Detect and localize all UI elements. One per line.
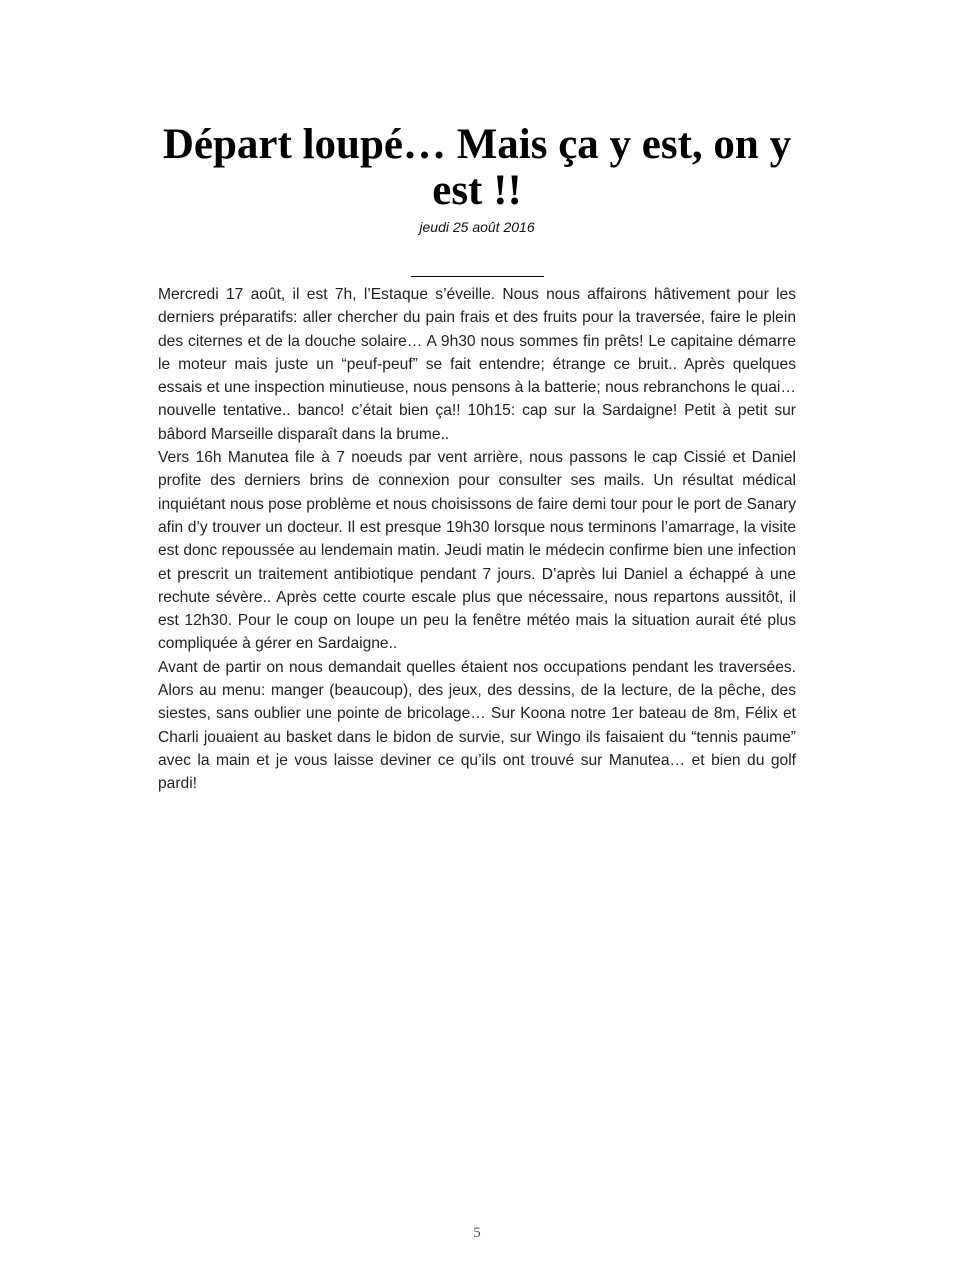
article-body: [158, 283, 796, 796]
title-separator: [411, 276, 544, 277]
page-number: 5: [473, 1225, 481, 1241]
article-title: Départ loupé… Mais ça y est, on y est !!: [162, 121, 792, 214]
paragraph-1: Mercredi 17 août, il est 7h, l’Estaque s’éveille. Nous nous affairons hâtivement pour les derniers préparatifs: aller chercher du pain frais et des fruits pour la traversée, faire le plein des citernes et de la douche solaire… A 9h30 nous sommes fin prêts! Le capitaine démarre le moteur mais juste un “peuf-peuf” se fait entendre; étrange ce bruit.. Après quelques essais et une inspection minutieuse, nous pensons à la batterie; nous rebranchons le quai… nouvelle tentative.. banco! c’était bien ça!! 10h15: cap sur la Sardaigne! Petit à petit sur bâbord Marseille disparaît dans la brume..: [158, 286, 796, 443]
article-date: jeudi 25 août 2016: [419, 219, 535, 235]
paragraph-3: Avant de partir on nous demandait quelles étaient nos occupations pendant les traversées. Alors au menu: manger (beaucoup), des jeux, des dessins, de la lecture, de la pêche, des siestes, sans oublier une pointe de bricolage… Sur Koona notre 1er bateau de 8m, Félix et Charli jouaient au basket dans le bidon de survie, sur Wingo ils faisaient du “tennis paume” avec la main et je vous laisse deviner ce qu’ils ont trouvé sur Manutea… et bien du golf pardi!: [158, 658, 796, 793]
paragraph-2: Vers 16h Manutea file à 7 noeuds par vent arrière, nous passons le cap Cissié et Daniel profite des derniers brins de connexion pour consulter ses mails. Un résultat médical inquiétant nous pose problème et nous choisissons de faire demi tour pour le port de Sanary afin d’y trouver un docteur. Il est presque 19h30 lorsque nous terminons l’amarrage, la visite est donc repoussée au lendemain matin. Jeudi matin le médecin confirme bien une infection et prescrit un traitement antibiotique pendant 7 jours. D’après lui Daniel a échappé à une rechute sévère.. Après cette courte escale plus que nécessaire, nous repartons aussitôt, il est 12h30. Pour le coup on loupe un peu la fenêtre météo mais la situation aurait été plus compliquée à gérer en Sardaigne..: [158, 449, 796, 653]
